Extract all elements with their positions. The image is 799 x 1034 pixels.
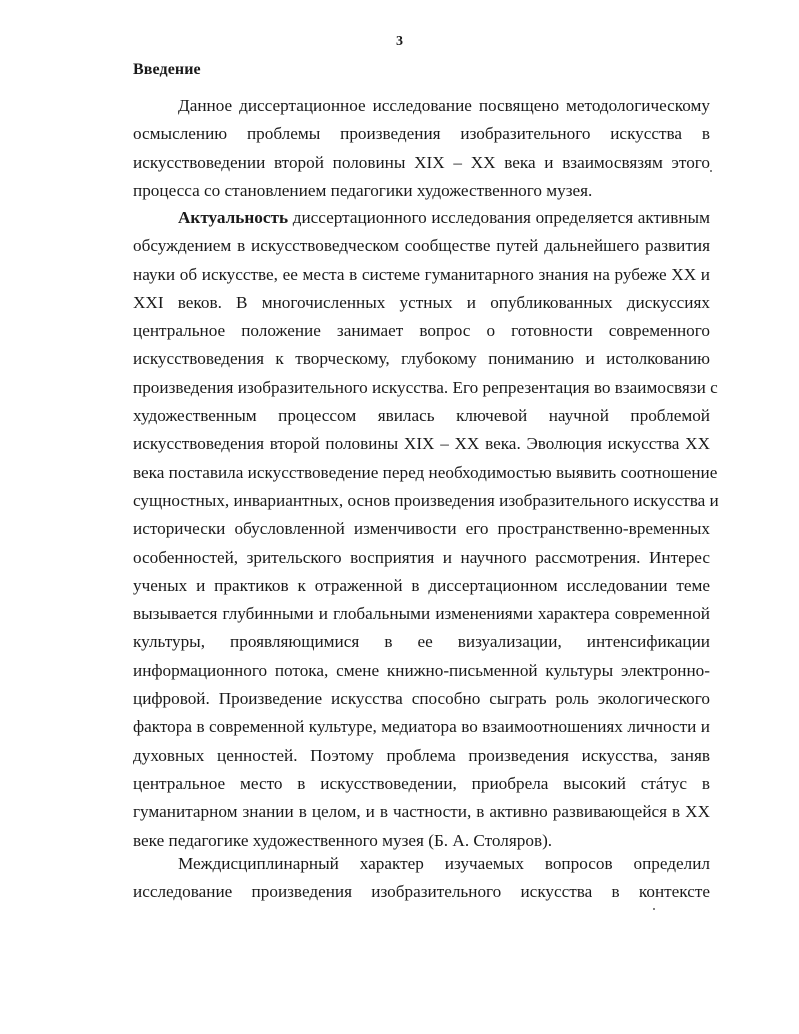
text-line: центральное место в искусствоведении, приобрела высокий стáтус в <box>133 773 710 793</box>
paragraph-relevance <box>133 204 719 855</box>
scan-speck <box>710 170 712 172</box>
text-fragment: диссертационного исследования определяется активным <box>288 208 710 227</box>
text-line: XXI веков. В многочисленных устных и опубликованных дискуссиях <box>133 292 710 312</box>
text-line: искусствоведения к творческому, глубокому пониманию и истолкованию <box>133 349 710 369</box>
paragraph-interdisciplinary <box>133 850 710 907</box>
page-number: 3 <box>396 34 403 49</box>
text-line: художественным процессом явилась ключевой научной проблемой <box>133 406 710 426</box>
text-line: исследование произведения изобразительного искусства в контексте <box>133 882 710 902</box>
text-line: обсуждением в искусствоведческом сообществе путей дальнейшего развития <box>133 236 710 256</box>
text-line: Данное диссертационное исследование посвящено методологическому <box>178 96 710 115</box>
text-line: особенностей, зрительского восприятия и научного рассмотрения. Интерес <box>133 547 710 567</box>
text-line: произведения изобразительного искусства. Его репрезентация во взаимосвязи с <box>133 377 718 397</box>
paragraph-intro <box>133 92 710 205</box>
lead-term: Актуальность <box>178 208 289 227</box>
text-line: искусствоведения второй половины XIX – XX века. Эволюция искусства XX <box>133 434 710 454</box>
text-line: гуманитарном знании в целом, и в частности, в активно развивающейся в XX <box>133 802 710 822</box>
text-line: культуры, проявляющимися в ее визуализации, интенсификации <box>133 632 710 652</box>
text-line: искусствоведении второй половины XIX – XX века и взаимосвязям этого <box>133 152 710 172</box>
text-line: науки об искусстве, ее места в системе гуманитарного знания на рубеже XX и <box>133 264 710 284</box>
text-line: цифровой. Произведение искусства способно сыграть роль экологического <box>133 689 710 709</box>
text-line: фактора в современной культуре, медиатора во взаимоотношениях личности и <box>133 717 710 737</box>
text-line: исторически обусловленной изменчивости его пространственно-временных <box>133 519 710 539</box>
text-line: сущностных, инвариантных, основ произведения изобразительного искусства и <box>133 490 719 510</box>
text-line: центральное положение занимает вопрос о готовности современного <box>133 321 710 341</box>
section-heading: Введение <box>133 61 201 78</box>
text-line: духовных ценностей. Поэтому проблема произведения искусства, заняв <box>133 745 710 765</box>
text-line: Междисциплинарный характер изучаемых вопросов определил <box>178 854 710 873</box>
text-line: вызывается глубинными и глобальными изменениями характера современной <box>133 604 710 624</box>
text-line: осмыслению проблемы произведения изобразительного искусства в <box>133 124 710 144</box>
text-line: процесса со становлением педагогики художественного музея. <box>133 180 593 200</box>
scan-speck <box>653 908 655 910</box>
text-line: веке педагогике художественного музея (Б. А. Столяров). <box>133 830 553 850</box>
text-line: информационного потока, смене книжно-письменной культуры электронно- <box>133 660 710 680</box>
text-line: ученых и практиков к отраженной в диссертационном исследовании теме <box>133 575 710 595</box>
text-line: века поставила искусствоведение перед необходимостью выявить соотношение <box>133 462 718 482</box>
text-line <box>133 204 710 232</box>
